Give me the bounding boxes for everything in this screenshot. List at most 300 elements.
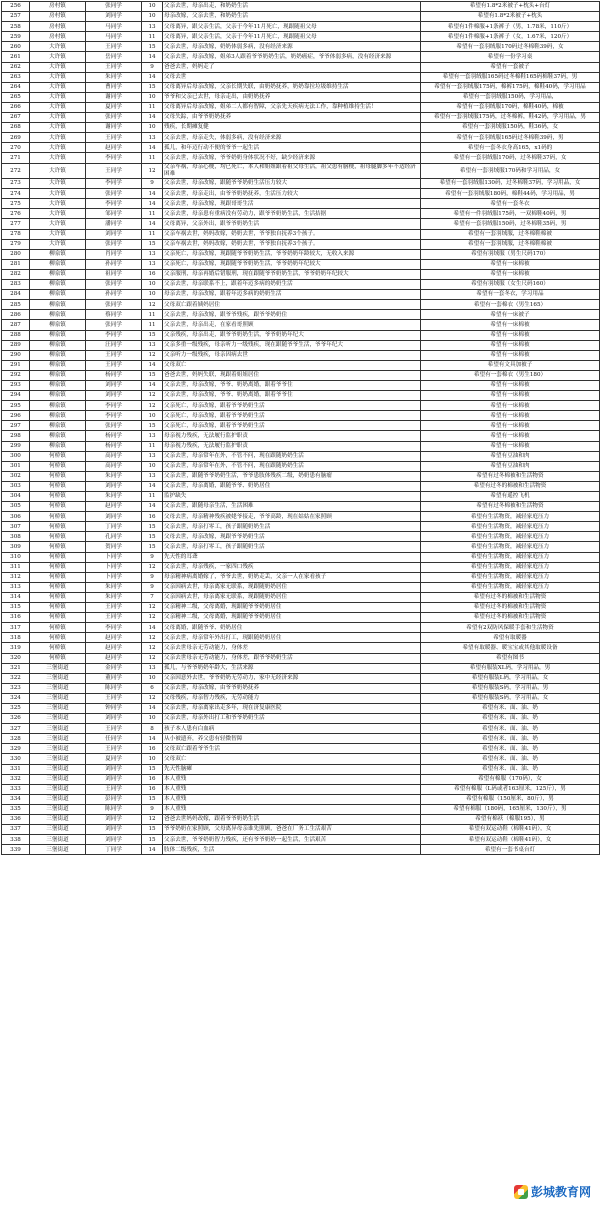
table-row xyxy=(2,2,600,12)
row-number-cell: 310 xyxy=(2,552,30,562)
age-cell: 14 xyxy=(142,52,163,62)
table-row xyxy=(2,693,600,703)
student-name-cell: 王同学 xyxy=(86,603,142,613)
family-situation-cell: 监护缺失 xyxy=(163,492,421,502)
town-cell: 三堡街道 xyxy=(30,734,86,744)
table-row xyxy=(2,72,600,82)
row-number-cell: 282 xyxy=(2,269,30,279)
family-situation-cell: 爸爸去世妈妈改嫁，跟着爷爷奶奶生活 xyxy=(163,815,421,825)
table-row xyxy=(2,310,600,320)
town-cell: 柳泉镇 xyxy=(30,350,86,360)
table-row xyxy=(2,290,600,300)
wish-cell: 希望有生活物资，减轻家庭压力 xyxy=(421,532,600,542)
family-situation-cell: 父亲去世，母亲打零工，孩子跟随奶奶生活 xyxy=(163,522,421,532)
table-row xyxy=(2,259,600,269)
row-number-cell: 275 xyxy=(2,199,30,209)
age-cell: 15 xyxy=(142,825,163,835)
table-row xyxy=(2,421,600,431)
town-cell: 柳泉镇 xyxy=(30,360,86,370)
wish-cell: 希望有一床棉被 xyxy=(421,401,600,411)
wish-cell: 希望有一床棉被 xyxy=(421,259,600,269)
table-row xyxy=(2,532,600,542)
table-row xyxy=(2,845,600,855)
wish-cell: 希望有一套棉衣（男生180） xyxy=(421,370,600,380)
town-cell: 何桥镇 xyxy=(30,522,86,532)
family-situation-cell: 父亲死亡，母亲改嫁，跟着爷爷奶奶生活 xyxy=(163,411,421,421)
student-name-cell: 王同学 xyxy=(86,163,142,179)
wish-cell: 希望有羽绒服（女生尺码160） xyxy=(421,280,600,290)
wish-cell: 希望有一套羽绒服165码过冬棉鞋39码，男 xyxy=(421,133,600,143)
wish-cell: 希望有一床棉被 xyxy=(421,441,600,451)
row-number-cell: 261 xyxy=(2,52,30,62)
age-cell: 16 xyxy=(142,784,163,794)
town-cell: 三堡街道 xyxy=(30,794,86,804)
row-number-cell: 292 xyxy=(2,370,30,380)
town-cell: 三堡街道 xyxy=(30,774,86,784)
wish-cell: 希望有一床棉被 xyxy=(421,431,600,441)
row-number-cell: 317 xyxy=(2,623,30,633)
table-row xyxy=(2,724,600,734)
family-situation-cell: 父亲去世，母亲改嫁，跟随爷爷奶奶生活压力较大 xyxy=(163,179,421,189)
family-situation-cell: 母亲改嫁，父亲去世，和奶奶生活 xyxy=(163,12,421,22)
wish-cell: 希望有一份学习桌 xyxy=(421,52,600,62)
family-situation-cell: 孤儿，和年迈行动不便的爷爷一起生活 xyxy=(163,143,421,153)
wish-cell: 希望有生活物资，减轻家庭压力 xyxy=(421,542,600,552)
age-cell: 13 xyxy=(142,431,163,441)
town-cell: 何桥镇 xyxy=(30,603,86,613)
row-number-cell: 334 xyxy=(2,794,30,804)
student-name-cell: 张同学 xyxy=(86,189,142,199)
family-situation-cell: 父母去世 xyxy=(163,72,421,82)
wish-cell: 希望有一床棉被 xyxy=(421,330,600,340)
row-number-cell: 264 xyxy=(2,82,30,92)
family-situation-cell: 父母去世，母亲精神残疾被姥爷接走，爷爷高龄，现在姑姑在家照顾 xyxy=(163,512,421,522)
student-name-cell: 刘同学 xyxy=(86,835,142,845)
age-cell: 15 xyxy=(142,82,163,92)
row-number-cell: 263 xyxy=(2,72,30,82)
age-cell: 12 xyxy=(142,391,163,401)
student-name-cell: 丁同学 xyxy=(86,522,142,532)
family-situation-cell: 父母离异，跟父亲生活，父亲于今年11月死亡，现跟随祖父母 xyxy=(163,22,421,32)
table-row xyxy=(2,391,600,401)
student-name-cell: 赵同学 xyxy=(86,502,142,512)
row-number-cell: 296 xyxy=(2,411,30,421)
table-row xyxy=(2,239,600,249)
town-cell: 柳泉镇 xyxy=(30,300,86,310)
row-number-cell: 338 xyxy=(2,835,30,845)
age-cell: 14 xyxy=(142,189,163,199)
row-number-cell: 316 xyxy=(2,613,30,623)
age-cell: 13 xyxy=(142,451,163,461)
town-cell: 大许镇 xyxy=(30,199,86,209)
age-cell: 15 xyxy=(142,532,163,542)
wish-cell: 希望有一套羽绒服130码，过冬棉鞋37码，学习用品，女 xyxy=(421,179,600,189)
row-number-cell: 297 xyxy=(2,421,30,431)
row-number-cell: 337 xyxy=(2,825,30,835)
student-name-cell: 陈同学 xyxy=(86,683,142,693)
wish-cell: 希望有过冬棉被和生活物资 xyxy=(421,471,600,481)
row-number-cell: 332 xyxy=(2,774,30,784)
student-name-cell: 刘同学 xyxy=(86,481,142,491)
row-number-cell: 305 xyxy=(2,502,30,512)
table-row xyxy=(2,794,600,804)
family-situation-cell: 先天性脑瘫 xyxy=(163,764,421,774)
town-cell: 柳泉镇 xyxy=(30,401,86,411)
age-cell: 9 xyxy=(142,572,163,582)
row-number-cell: 325 xyxy=(2,703,30,713)
town-cell: 大许镇 xyxy=(30,123,86,133)
student-name-cell: 杨同学 xyxy=(86,431,142,441)
wish-cell: 希望有米、面、油、奶 xyxy=(421,764,600,774)
wish-cell: 希望有过冬棉被和生活物资 xyxy=(421,502,600,512)
town-cell: 三堡街道 xyxy=(30,754,86,764)
family-situation-cell: 本人重残 xyxy=(163,794,421,804)
town-cell: 柳泉镇 xyxy=(30,431,86,441)
age-cell: 15 xyxy=(142,239,163,249)
family-situation-cell: 父亲去世，母亲外出打工和爷爷奶奶生活 xyxy=(163,714,421,724)
wish-cell: 希望有一床棉被 xyxy=(421,320,600,330)
student-name-cell: 谢同学 xyxy=(86,92,142,102)
row-number-cell: 266 xyxy=(2,102,30,112)
wish-cell: 希望有棉服（L码或者163厘米，125斤），男 xyxy=(421,784,600,794)
row-number-cell: 306 xyxy=(2,512,30,522)
student-name-cell: 朱同学 xyxy=(86,492,142,502)
wishlist-table-body xyxy=(2,2,600,855)
wish-cell: 希望有一套羽绒服180码，棉鞋44码，学习用品，男 xyxy=(421,189,600,199)
table-row xyxy=(2,102,600,112)
age-cell: 13 xyxy=(142,471,163,481)
family-situation-cell: 父亲去世，母亲改嫁，爷爷、奶奶离婚，跟着爷爷住 xyxy=(163,391,421,401)
table-row xyxy=(2,592,600,602)
table-row xyxy=(2,370,600,380)
age-cell: 10 xyxy=(142,12,163,22)
town-cell: 三堡街道 xyxy=(30,845,86,855)
row-number-cell: 285 xyxy=(2,300,30,310)
row-number-cell: 268 xyxy=(2,123,30,133)
student-name-cell: 卜同学 xyxy=(86,552,142,562)
family-situation-cell: 孤儿，与爷爷奶奶年龄大，生活来源 xyxy=(163,663,421,673)
town-cell: 何桥镇 xyxy=(30,643,86,653)
age-cell: 14 xyxy=(142,845,163,855)
student-name-cell: 刘同学 xyxy=(86,391,142,401)
row-number-cell: 301 xyxy=(2,461,30,471)
family-situation-cell: 父亲去世，跟随母亲生活，生活困难 xyxy=(163,502,421,512)
town-cell: 大许镇 xyxy=(30,62,86,72)
wish-cell: 希望有一床棉被 xyxy=(421,340,600,350)
age-cell: 16 xyxy=(142,512,163,522)
wish-cell: 希望有一床棉被 xyxy=(421,380,600,390)
town-cell: 大许镇 xyxy=(30,92,86,102)
student-name-cell: 李同学 xyxy=(86,401,142,411)
student-name-cell: 董同学 xyxy=(86,673,142,683)
table-row xyxy=(2,815,600,825)
town-cell: 大许镇 xyxy=(30,102,86,112)
wish-cell: 希望有过冬的棉被和生活物资 xyxy=(421,592,600,602)
row-number-cell: 276 xyxy=(2,209,30,219)
table-row xyxy=(2,835,600,845)
wishlist-table xyxy=(1,1,600,855)
wish-cell: 希望有1件棉服+1条裤子（男，1.78米，110斤） xyxy=(421,22,600,32)
town-cell: 大许镇 xyxy=(30,239,86,249)
wish-cell: 希望有一床棉被 xyxy=(421,421,600,431)
family-situation-cell: 母亲精神病离婚嫁了，爷爷去世，奶奶走丢，父亲一人在家看孩子 xyxy=(163,572,421,582)
family-situation-cell: 父亲死亡，母亲改嫁，现跟随爷爷奶奶生活，爷爷奶奶年龄较大，无收入来源 xyxy=(163,249,421,259)
town-cell: 柳泉镇 xyxy=(30,441,86,451)
table-row xyxy=(2,189,600,199)
row-number-cell: 339 xyxy=(2,845,30,855)
row-number-cell: 299 xyxy=(2,441,30,451)
table-row xyxy=(2,683,600,693)
row-number-cell: 307 xyxy=(2,522,30,532)
student-name-cell: 刘同学 xyxy=(86,774,142,784)
town-cell: 何桥镇 xyxy=(30,613,86,623)
age-cell: 15 xyxy=(142,764,163,774)
age-cell: 10 xyxy=(142,411,163,421)
town-cell: 三堡街道 xyxy=(30,673,86,683)
age-cell: 15 xyxy=(142,370,163,380)
wish-cell: 希望有一套羽绒服175码，棉裤175码，棉鞋40码，学习用品 xyxy=(421,82,600,92)
row-number-cell: 327 xyxy=(2,724,30,734)
student-name-cell: 岳同学 xyxy=(86,52,142,62)
row-number-cell: 260 xyxy=(2,42,30,52)
age-cell: 13 xyxy=(142,249,163,259)
age-cell: 14 xyxy=(142,219,163,229)
town-cell: 何桥镇 xyxy=(30,592,86,602)
wish-cell: 希望有一套冬衣 xyxy=(421,199,600,209)
student-name-cell: 张同学 xyxy=(86,300,142,310)
wish-cell: 希望有服装L码，学习用品，女 xyxy=(421,673,600,683)
age-cell: 9 xyxy=(142,582,163,592)
family-situation-cell: 先天性的耳聋 xyxy=(163,552,421,562)
wish-cell: 希望有过冬的棉被和生活物资 xyxy=(421,603,600,613)
age-cell: 12 xyxy=(142,300,163,310)
student-name-cell: 李同学 xyxy=(86,330,142,340)
family-situation-cell: 母亲视力残疾，无法履行监护职责 xyxy=(163,431,421,441)
wish-cell: 希望有一套羽绒服，过冬棉鞋棉被 xyxy=(421,229,600,239)
table-row xyxy=(2,62,600,72)
age-cell: 14 xyxy=(142,360,163,370)
family-situation-cell: 父亲精神二级，父母离婚，现跟随爷爷奶奶居住 xyxy=(163,603,421,613)
family-situation-cell: 父亲去世，母亲改嫁，现跟哥哥生活 xyxy=(163,199,421,209)
row-number-cell: 320 xyxy=(2,653,30,663)
student-name-cell: 王同学 xyxy=(86,360,142,370)
town-cell: 大许镇 xyxy=(30,42,86,52)
wish-cell: 希望有一套羽绒服150码，鞋36码，女 xyxy=(421,123,600,133)
wish-cell: 希望有一套羽绒服175码，过冬棉裤，鞋42码，学习用品，男 xyxy=(421,113,600,123)
student-name-cell: 马同学 xyxy=(86,32,142,42)
row-number-cell: 322 xyxy=(2,673,30,683)
student-name-cell: 朱同学 xyxy=(86,471,142,481)
family-situation-cell: 父亲因意外去世，爷爷奶奶无劳动力，家中无经济来源 xyxy=(163,673,421,683)
row-number-cell: 329 xyxy=(2,744,30,754)
family-situation-cell: 父亲因病去世，母亲离家无联系，现跟随奶奶居住 xyxy=(163,582,421,592)
table-row xyxy=(2,603,600,613)
wish-cell: 希望有米、面、油、奶 xyxy=(421,754,600,764)
table-row xyxy=(2,582,600,592)
family-situation-cell: 父亲去世，母亲走失，体弱多病，没有经济来源 xyxy=(163,133,421,143)
wish-cell: 希望有一套被子 xyxy=(421,62,600,72)
wish-cell: 希望有过冬的棉被和生活物资 xyxy=(421,481,600,491)
student-name-cell: 蔡同学 xyxy=(86,310,142,320)
student-name-cell: 王同学 xyxy=(86,744,142,754)
family-situation-cell: 父亲去世，母亲打零工，孩子跟随奶生活 xyxy=(163,542,421,552)
family-situation-cell: 爷爷和父亲已去世，母亲走出，由奶奶抚养 xyxy=(163,92,421,102)
wish-cell: 希望有1.8*2米被子+枕头 xyxy=(421,12,600,22)
town-cell: 三堡街道 xyxy=(30,815,86,825)
family-situation-cell: 父亲服刑，母亲再婚后错服刑，现在跟随爷爷奶奶生活，爷爷奶奶年纪较大 xyxy=(163,269,421,279)
town-cell: 何桥镇 xyxy=(30,481,86,491)
student-name-cell: 张同学 xyxy=(86,239,142,249)
town-cell: 房村镇 xyxy=(30,32,86,42)
family-situation-cell: 爷爷奶奶在家照顾，父母离异母亲谁先照顾，爸爸在厂务工生活艰苦 xyxy=(163,825,421,835)
row-number-cell: 323 xyxy=(2,683,30,693)
row-number-cell: 312 xyxy=(2,572,30,582)
table-row xyxy=(2,471,600,481)
age-cell: 11 xyxy=(142,320,163,330)
wishlist-table-sheet xyxy=(1,1,599,855)
student-name-cell: 李同学 xyxy=(86,623,142,633)
town-cell: 何桥镇 xyxy=(30,582,86,592)
row-number-cell: 291 xyxy=(2,360,30,370)
student-name-cell: 潘同学 xyxy=(86,219,142,229)
row-number-cell: 289 xyxy=(2,340,30,350)
age-cell: 10 xyxy=(142,2,163,12)
family-situation-cell: 父亲去世，母亲离婚，跟随爷爷、奶奶居住 xyxy=(163,481,421,491)
town-cell: 三堡街道 xyxy=(30,825,86,835)
family-situation-cell: 父母离异，父亲外出，跟爷爷奶奶生活 xyxy=(163,219,421,229)
age-cell: 9 xyxy=(142,62,163,72)
table-row xyxy=(2,340,600,350)
row-number-cell: 328 xyxy=(2,734,30,744)
town-cell: 柳泉镇 xyxy=(30,290,86,300)
age-cell: 7 xyxy=(142,592,163,602)
table-row xyxy=(2,360,600,370)
wish-cell: 希望有生活物资，减轻家庭压力 xyxy=(421,522,600,532)
town-cell: 柳泉镇 xyxy=(30,340,86,350)
row-number-cell: 303 xyxy=(2,481,30,491)
wish-cell: 希望有一床棉被 xyxy=(421,269,600,279)
town-cell: 柳泉镇 xyxy=(30,330,86,340)
wish-cell: 希望有2双防风保暖手套和生活物资 xyxy=(421,623,600,633)
wish-cell: 希望有棉袄（棉服195），男 xyxy=(421,815,600,825)
age-cell: 11 xyxy=(142,229,163,239)
table-row xyxy=(2,774,600,784)
town-cell: 何桥镇 xyxy=(30,552,86,562)
row-number-cell: 311 xyxy=(2,562,30,572)
wish-cell: 希望有1件棉服+1条裤子（女，1.67米，120斤） xyxy=(421,32,600,42)
row-number-cell: 315 xyxy=(2,603,30,613)
town-cell: 大许镇 xyxy=(30,219,86,229)
town-cell: 何桥镇 xyxy=(30,633,86,643)
wish-cell: 希望有过冬的棉被和生活物资 xyxy=(421,613,600,623)
table-row xyxy=(2,113,600,123)
row-number-cell: 267 xyxy=(2,113,30,123)
table-row xyxy=(2,512,600,522)
age-cell: 12 xyxy=(142,562,163,572)
family-situation-cell: 父母残疾，母亲智力残疾，无劳动能力 xyxy=(163,693,421,703)
family-situation-cell: 父母离异后母亲改嫁，姐弟二人都有智障，父亲先天疾病无法工作，靠种植维持生活！ xyxy=(163,102,421,112)
town-cell: 何桥镇 xyxy=(30,532,86,542)
table-row xyxy=(2,92,600,102)
age-cell: 12 xyxy=(142,613,163,623)
town-cell: 大许镇 xyxy=(30,189,86,199)
town-cell: 大许镇 xyxy=(30,209,86,219)
student-name-cell: 高同学 xyxy=(86,451,142,461)
wish-cell: 希望有一床棉被 xyxy=(421,391,600,401)
row-number-cell: 270 xyxy=(2,143,30,153)
age-cell: 14 xyxy=(142,623,163,633)
row-number-cell: 265 xyxy=(2,92,30,102)
age-cell: 10 xyxy=(142,714,163,724)
student-name-cell: 孙同学 xyxy=(86,259,142,269)
wish-cell: 希望有生活物资，减轻家庭压力 xyxy=(421,562,600,572)
family-situation-cell: 父母去世，母亲改嫁，现跟爷爷奶奶生活 xyxy=(163,532,421,542)
town-cell: 三堡街道 xyxy=(30,784,86,794)
town-cell: 三堡街道 xyxy=(30,703,86,713)
family-situation-cell: 父亲去世，母亲改嫁，奶奶体弱多病，没有经济来源 xyxy=(163,42,421,52)
wish-cell: 希望有米、面、油、奶 xyxy=(421,744,600,754)
row-number-cell: 308 xyxy=(2,532,30,542)
table-row xyxy=(2,552,600,562)
family-situation-cell: 残疾，长期瘫复健 xyxy=(163,123,421,133)
age-cell: 12 xyxy=(142,633,163,643)
age-cell: 11 xyxy=(142,492,163,502)
wish-cell: 希望有一套羽绒服170码，棉鞋40码，棉被 xyxy=(421,102,600,112)
town-cell: 柳泉镇 xyxy=(30,391,86,401)
town-cell: 大许镇 xyxy=(30,113,86,123)
row-number-cell: 281 xyxy=(2,259,30,269)
table-row xyxy=(2,219,600,229)
student-name-cell: 肖同学 xyxy=(86,249,142,259)
wish-cell: 希望有一套羽绒服150码，过冬棉鞋35码，男 xyxy=(421,219,600,229)
table-row xyxy=(2,143,600,153)
row-number-cell: 274 xyxy=(2,189,30,199)
row-number-cell: 333 xyxy=(2,784,30,794)
town-cell: 房村镇 xyxy=(30,12,86,22)
row-number-cell: 326 xyxy=(2,714,30,724)
age-cell: 11 xyxy=(142,310,163,320)
age-cell: 14 xyxy=(142,72,163,82)
table-row xyxy=(2,82,600,92)
table-row xyxy=(2,52,600,62)
student-name-cell: 刘同学 xyxy=(86,12,142,22)
town-cell: 房村镇 xyxy=(30,2,86,12)
table-row xyxy=(2,441,600,451)
row-number-cell: 269 xyxy=(2,133,30,143)
row-number-cell: 280 xyxy=(2,249,30,259)
student-name-cell: 孔同学 xyxy=(86,532,142,542)
wish-cell: 希望有生活物资，减轻家庭压力 xyxy=(421,552,600,562)
student-name-cell: 张同学 xyxy=(86,421,142,431)
table-row xyxy=(2,209,600,219)
row-number-cell: 321 xyxy=(2,663,30,673)
student-name-cell: 汪同学 xyxy=(86,340,142,350)
student-name-cell: 卜同学 xyxy=(86,562,142,572)
table-row xyxy=(2,825,600,835)
student-name-cell: 刘同学 xyxy=(86,825,142,835)
town-cell: 何桥镇 xyxy=(30,502,86,512)
wish-cell: 希望有一床被子 xyxy=(421,310,600,320)
table-row xyxy=(2,481,600,491)
family-situation-cell: 父亲去世，母亲常年外出打工，现跟随奶奶居住 xyxy=(163,633,421,643)
row-number-cell: 304 xyxy=(2,492,30,502)
table-row xyxy=(2,784,600,794)
age-cell: 10 xyxy=(142,673,163,683)
wish-cell: 希望有图书 xyxy=(421,653,600,663)
student-name-cell: 王同学 xyxy=(86,784,142,794)
row-number-cell: 272 xyxy=(2,163,30,179)
town-cell: 房村镇 xyxy=(30,22,86,32)
